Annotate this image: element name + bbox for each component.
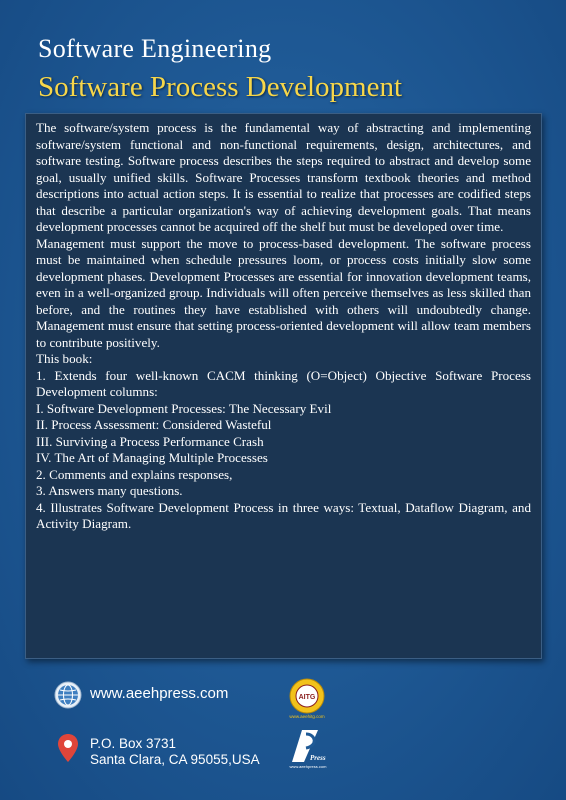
book-title: Software Process Development [38,71,403,103]
location-pin-icon [57,733,79,763]
press-logo-text: Press [310,754,326,762]
description-paragraph-2: Management must support the move to process-based development. The software process must be maintained when schedule pressures loom, or process costs initially slow some development phases. Development Processes are essential for innovation development teams, even in a well-organized group. Individuals will often perceive themselves as less skilled than before, and the routines they have established with others will undoubtedly change. Management must ensure that setting process-oriented development will allow team members to contribute positively. [36,235,531,350]
postal-address [90,736,260,768]
aitg-logo-text: AITG [298,694,316,701]
address-line-2: Santa Clara, CA 95055,USA [90,752,260,767]
aeeh-press-logo [288,726,328,775]
this-book-heading: This book: [36,351,93,366]
list-item: 3. Answers many questions. [36,483,183,498]
list-item: IV. The Art of Managing Multiple Processes [36,450,268,465]
description-paragraph-1: The software/system process is the fundamental way of abstracting and implementing software/system functional and non-functional requirements, design, architectures, and software testing. Software process describes the steps required to abstract and develop some goal, usually unified skills. Software Processes transform textbook theories and method descriptions into actual action steps. It is essential to realize that processes are codified steps that describe a particular organization's way of achieving development goals. That means development processes cannot be acquired off the shelf but must be developed over time. [36,120,531,234]
list-item: III. Surviving a Process Performance Crash [36,433,264,449]
website-link[interactable]: www.aeehpress.com [90,685,229,702]
aitg-logo [285,676,329,725]
book-subject: Software Engineering [38,34,272,63]
globe-icon [54,681,82,709]
list-item: II. Process Assessment: Considered Wasteful [36,417,272,432]
press-logo-url: www.aeehpress.com [289,764,327,769]
description-panel [25,113,542,659]
list-item: 1. Extends four well-known CACM thinking (O=Object) Objective Software Process Development columns: [36,367,531,399]
aitg-logo-url: www.aeehitg.com [289,714,325,719]
address-line-1: P.O. Box 3731 [90,736,177,751]
list-item: 2. Comments and explains responses, [36,466,233,482]
list-item: I. Software Development Processes: The Necessary Evil [36,400,332,416]
list-item: 4. Illustrates Software Development Process in three ways: Textual, Dataflow Diagram, and Activity Diagram. [36,499,531,531]
